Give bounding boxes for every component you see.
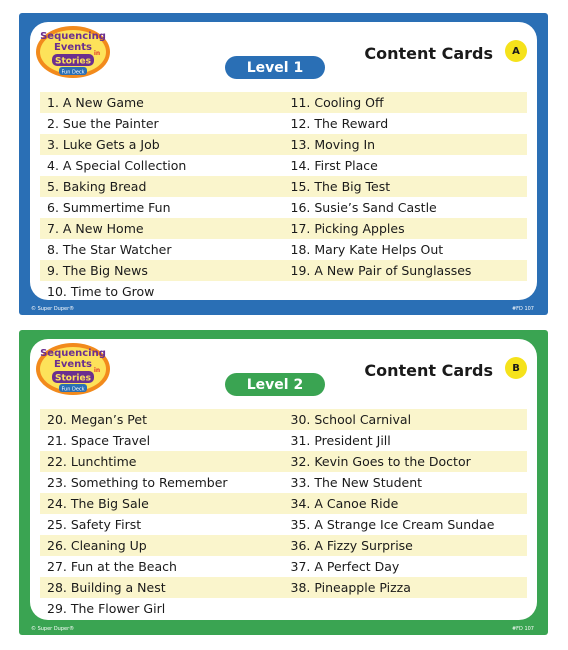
list-item: 13. Moving In [290, 137, 376, 152]
list-row [40, 514, 527, 535]
content-card-a [19, 13, 548, 315]
list-item: 23. Something to Remember [47, 475, 228, 490]
list-row [40, 598, 527, 619]
list-item: 17. Picking Apples [290, 221, 405, 236]
logo-line2: Events [54, 42, 92, 53]
list-item: 6. Summertime Fun [47, 200, 171, 215]
list-item: 19. A New Pair of Sunglasses [290, 263, 472, 278]
list-item: 30. School Carnival [290, 412, 412, 427]
list-item: 29. The Flower Girl [47, 601, 166, 616]
logo-line5: Fun Deck [61, 69, 85, 76]
list-item: 27. Fun at the Beach [47, 559, 177, 574]
list-item: 10. Time to Grow [47, 284, 155, 299]
list-item: 9. The Big News [47, 263, 148, 278]
logo-line4: Stories [55, 373, 91, 384]
list-row [40, 218, 527, 239]
list-item: 1. A New Game [47, 95, 144, 110]
list-item: 21. Space Travel [47, 433, 151, 448]
logo-line1: Sequencing [40, 31, 106, 42]
list-item: 14. First Place [290, 158, 378, 173]
sequencing-events-logo [34, 24, 112, 80]
list-row [40, 430, 527, 451]
list-row [40, 134, 527, 155]
list-item: 15. The Big Test [290, 179, 391, 194]
list-item: 7. A New Home [47, 221, 144, 236]
list-item: 33. The New Student [290, 475, 423, 490]
card-title: Content Cards [364, 361, 493, 380]
logo-line3: in [93, 367, 101, 374]
list-item: 38. Pineapple Pizza [290, 580, 411, 595]
sequencing-events-logo [34, 341, 112, 397]
list-item: 4. A Special Collection [47, 158, 187, 173]
list-row [40, 176, 527, 197]
logo-line3: in [93, 50, 101, 57]
list-row [40, 92, 527, 113]
list-item: 37. A Perfect Day [290, 559, 400, 574]
story-list [40, 409, 527, 619]
list-row [40, 493, 527, 514]
list-item: 2. Sue the Painter [47, 116, 159, 131]
card-badge: A [505, 40, 527, 62]
list-row [40, 281, 527, 300]
product-code: #FD 107 [511, 626, 534, 632]
logo-line2: Events [54, 359, 92, 370]
list-item: 28. Building a Nest [47, 580, 166, 595]
list-item: 36. A Fizzy Surprise [290, 538, 413, 553]
list-item: 26. Cleaning Up [47, 538, 147, 553]
list-item: 32. Kevin Goes to the Doctor [290, 454, 471, 469]
list-row [40, 155, 527, 176]
list-row [40, 113, 527, 134]
list-item: 25. Safety First [47, 517, 142, 532]
list-row [40, 197, 527, 218]
card-body [30, 339, 537, 620]
list-item: 31. President Jill [290, 433, 391, 448]
level-label: Level 1 [225, 56, 325, 79]
logo-line4: Stories [55, 56, 91, 67]
list-item: 3. Luke Gets a Job [47, 137, 160, 152]
copyright-text: © Super Duper® [31, 306, 75, 312]
copyright-text: © Super Duper® [31, 626, 75, 632]
list-item: 24. The Big Sale [47, 496, 149, 511]
logo-line1: Sequencing [40, 348, 106, 359]
list-item: 20. Megan’s Pet [47, 412, 147, 427]
logo-graphic [34, 341, 112, 397]
list-item: 12. The Reward [290, 116, 389, 131]
card-badge: B [505, 357, 527, 379]
list-row [40, 577, 527, 598]
list-row [40, 472, 527, 493]
list-row [40, 535, 527, 556]
list-item: 5. Baking Bread [47, 179, 147, 194]
product-code: #FD 107 [511, 306, 534, 312]
logo-line5: Fun Deck [61, 386, 85, 393]
list-row [40, 239, 527, 260]
list-row [40, 260, 527, 281]
list-item: 11. Cooling Off [290, 95, 384, 110]
list-row [40, 409, 527, 430]
list-item: 8. The Star Watcher [47, 242, 172, 257]
list-item: 22. Lunchtime [47, 454, 137, 469]
level-label: Level 2 [225, 373, 325, 396]
content-card-b [19, 330, 548, 635]
story-list [40, 92, 527, 300]
list-row [40, 556, 527, 577]
list-item: 35. A Strange Ice Cream Sundae [290, 517, 495, 532]
card-body [30, 22, 537, 300]
list-item: 18. Mary Kate Helps Out [290, 242, 444, 257]
list-row [40, 451, 527, 472]
list-item: 16. Susie’s Sand Castle [290, 200, 437, 215]
list-item: 34. A Canoe Ride [290, 496, 399, 511]
logo-graphic [34, 24, 112, 80]
card-title: Content Cards [364, 44, 493, 63]
